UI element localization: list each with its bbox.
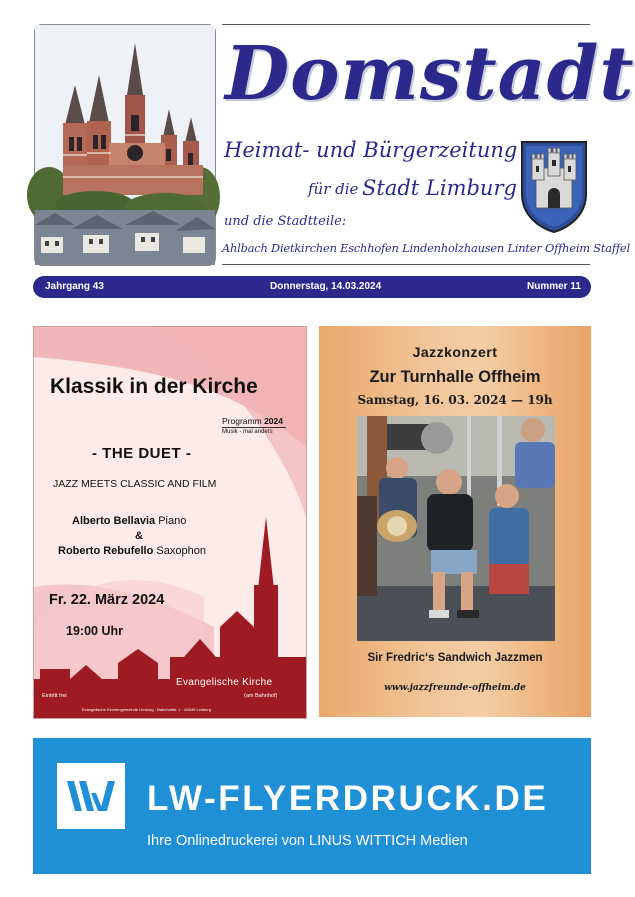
issue-date: Donnerstag, 14.03.2024 xyxy=(270,281,382,292)
poster-left-programm: Programm 2024 xyxy=(222,416,283,426)
poster-left-title: Klassik in der Kirche xyxy=(50,375,258,398)
poster-klassik-in-der-kirche xyxy=(33,326,307,719)
poster-right-date: Samstag, 16. 03. 2024 — 19h xyxy=(357,393,553,407)
masthead-title: Domstadt xyxy=(225,31,635,117)
poster-left-time: 19:00 Uhr xyxy=(66,624,123,638)
poster-left-church: Evangelische Kirche xyxy=(176,677,273,688)
stadtteile-list: Ahlbach Dietkirchen Eschhofen Lindenholzhausen Linter Offheim Staffel xyxy=(222,241,630,255)
band-photo xyxy=(357,416,555,641)
poster-right-kicker: Jazzkonzert xyxy=(412,344,498,360)
masthead-stadt: Stadt Limburg xyxy=(362,176,517,200)
poster-left-performer1: Alberto Bellavia Piano xyxy=(72,515,187,527)
poster-right-title: Zur Turnhalle Offheim xyxy=(369,368,541,386)
issue-info-bar xyxy=(33,276,591,298)
poster-left-performer2: Roberto Rebufello Saxophon xyxy=(58,545,206,557)
ad-subtitle: Ihre Onlinedruckerei von LINUS WITTICH Medien xyxy=(147,833,468,849)
poster-left-tagline: JAZZ MEETS CLASSIC AND FILM xyxy=(53,478,217,490)
masthead-fuer-die: für die xyxy=(308,180,359,198)
poster-left-duet: - THE DUET - xyxy=(92,445,192,462)
poster-jazzkonzert xyxy=(319,326,591,717)
stadtteile-label: und die Stadtteile: xyxy=(224,214,347,229)
poster-right-url: www.jazzfreunde-offheim.de xyxy=(384,683,526,693)
header-rule-bottom xyxy=(222,264,590,265)
poster-left-ampersand: & xyxy=(135,530,143,542)
poster-left-footer: Evangelische Kirchengemeinde Limburg · Bahnhofstr. 1 · 65549 Limburg xyxy=(82,707,211,712)
issue-number: Nummer 11 xyxy=(527,281,581,292)
ad-banner-lw-flyerdruck[interactable] xyxy=(33,738,591,874)
poster-left-programm-sub: Musik - mal anders xyxy=(222,427,286,435)
poster-left-church-sub: (am Bahnhof) xyxy=(244,693,278,699)
lw-logo-icon xyxy=(57,750,125,829)
masthead-subtitle: Heimat- und Bürgerzeitung xyxy=(224,138,518,162)
ad-title[interactable]: LW-FLYERDRUCK.DE xyxy=(147,779,549,818)
cathedral-photo xyxy=(34,24,216,266)
limburg-crest-icon xyxy=(520,138,588,234)
poster-left-eintritt: Eintritt frei xyxy=(42,693,67,699)
lw-logo-text: LW xyxy=(57,750,80,767)
poster-left-date: Fr. 22. März 2024 xyxy=(49,592,165,608)
poster-right-band: Sir Fredric‘s Sandwich Jazzmen xyxy=(367,652,543,664)
jahrgang-label: Jahrgang 43 xyxy=(45,281,104,292)
